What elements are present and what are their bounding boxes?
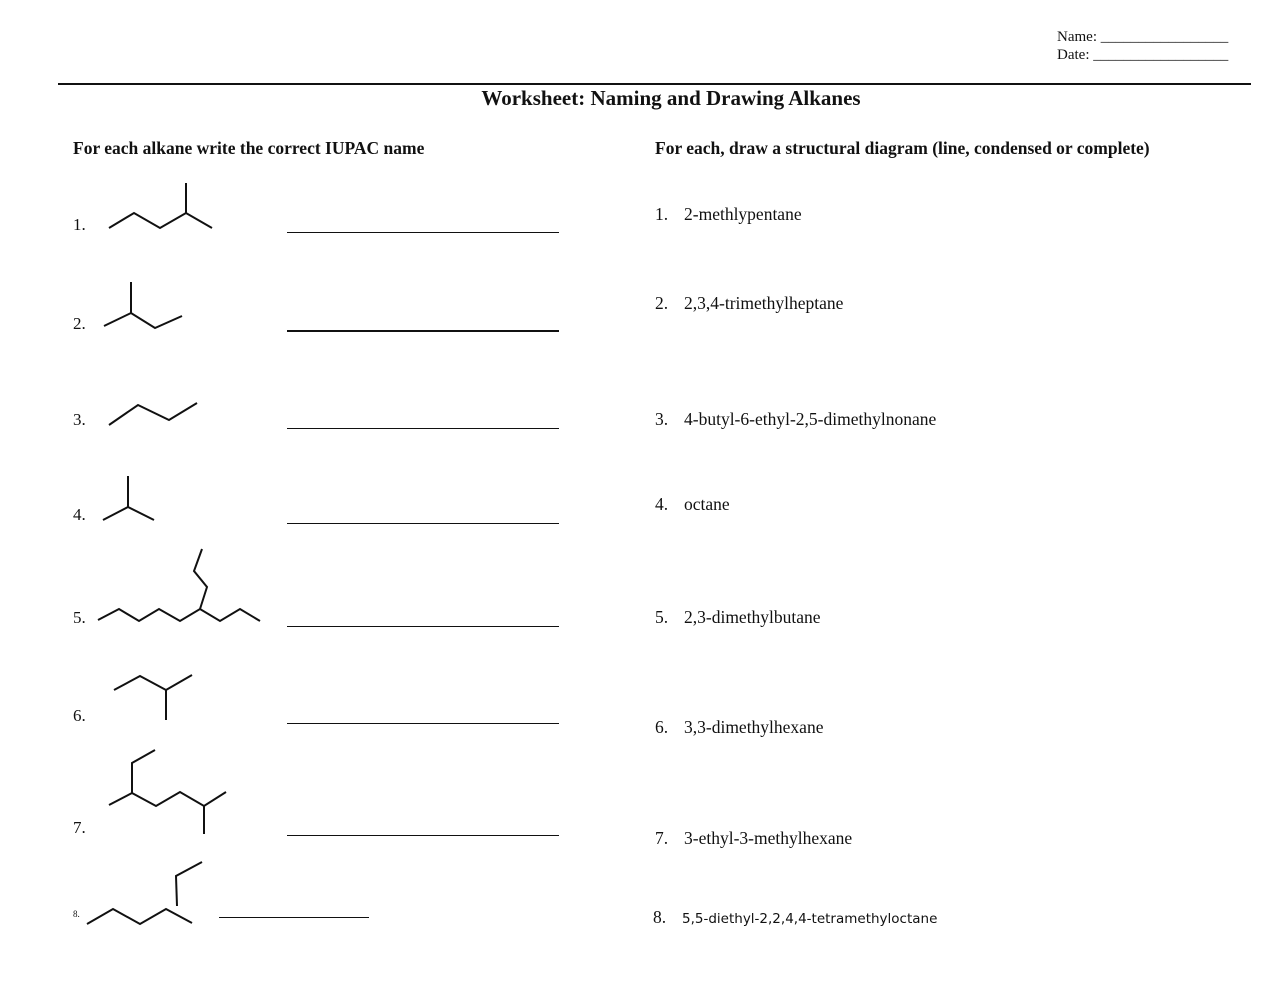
date-blank[interactable]: __________________ [1093, 47, 1229, 63]
left-item-number: 2. [73, 314, 86, 333]
structure-5-propyldecane [98, 549, 260, 621]
structure-3-butane [109, 403, 197, 425]
draw-item-name: 3,3-dimethylhexane [684, 717, 824, 737]
draw-item-name: 3-ethyl-3-methylhexane [684, 828, 853, 848]
draw-item-name: octane [684, 494, 730, 514]
left-item-number: 7. [73, 818, 86, 837]
structure-8-3-ethylhexane [87, 862, 202, 924]
structure-1-2-methylpentane [109, 183, 212, 228]
left-item-number: 1. [73, 215, 86, 234]
draw-item-number: 8. [653, 907, 667, 927]
draw-item-3 [655, 409, 936, 430]
draw-item-name: 2,3,4-trimethylheptane [684, 293, 844, 313]
draw-item-name: 5,5-diethyl-2,2,4,4-tetramethyloctane [682, 911, 938, 927]
draw-item-number: 7. [655, 828, 669, 848]
draw-item-4 [655, 494, 730, 515]
draw-item-name: 2-methlypentane [684, 204, 802, 224]
draw-item-number: 5. [655, 607, 669, 627]
draw-item-7 [655, 828, 852, 849]
left-item-number: 8. [73, 909, 80, 919]
structure-7-2-5-dimethylheptane [109, 750, 226, 834]
structure-4-propane [103, 476, 154, 520]
draw-item-8 [653, 907, 937, 928]
page-title: Worksheet: Naming and Drawing Alkanes [481, 86, 861, 110]
left-item-number: 3. [73, 410, 86, 429]
name-label: Name: [1057, 29, 1097, 45]
name-blank[interactable]: _________________ [1100, 29, 1229, 45]
draw-item-number: 2. [655, 293, 669, 313]
draw-item-number: 1. [655, 204, 669, 224]
structure-6-2-methylbutane [114, 675, 192, 720]
draw-item-name: 4-butyl-6-ethyl-2,5-dimethylnonane [684, 409, 937, 429]
draw-item-1 [655, 204, 802, 225]
left-column-heading: For each alkane write the correct IUPAC name [73, 138, 425, 158]
draw-item-5 [655, 607, 821, 628]
structure-2-2-methylbutane [104, 282, 182, 328]
date-label: Date: [1057, 47, 1090, 63]
draw-item-name: 2,3-dimethylbutane [684, 607, 821, 627]
left-item-number: 6. [73, 706, 86, 725]
draw-item-2 [655, 293, 843, 314]
draw-item-6 [655, 717, 823, 738]
draw-item-number: 6. [655, 717, 669, 737]
left-item-number: 5. [73, 608, 86, 627]
draw-item-number: 3. [655, 409, 669, 429]
draw-item-number: 4. [655, 494, 669, 514]
left-item-number: 4. [73, 505, 86, 524]
right-column-heading: For each, draw a structural diagram (line, condensed or complete) [655, 138, 1150, 158]
